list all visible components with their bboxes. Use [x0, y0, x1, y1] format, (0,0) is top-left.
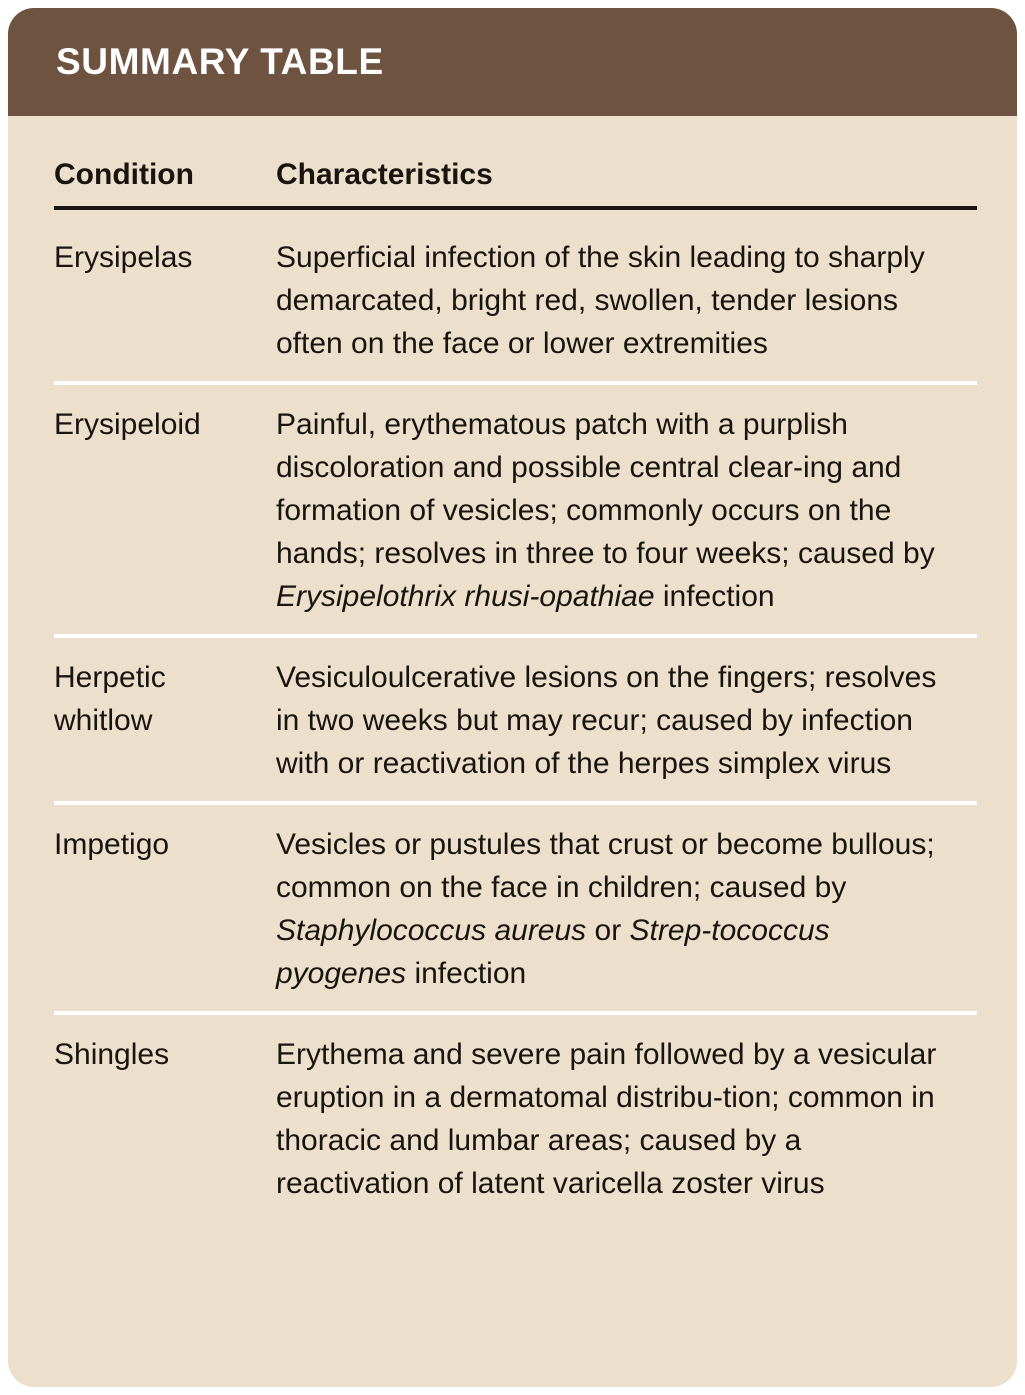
cell-characteristics: Vesicles or pustules that crust or become bullous; common on the face in children; caused by Staphylococcus aureus or Strep-tococcus pyogenes infection — [276, 828, 935, 990]
table-title: SUMMARY TABLE — [56, 41, 384, 82]
cell-condition: Erysipeloid — [54, 408, 201, 441]
cell-condition: Impetigo — [54, 828, 170, 861]
cell-condition: Erysipelas — [54, 241, 193, 274]
table-row — [54, 381, 977, 634]
cell-characteristics: Painful, erythematous patch with a purplish discoloration and possible central clear-ing and formation of vesicles; commonly occurs on the hands; resolves in three to four weeks; caused by Erysipelothrix rhusi-opathiae infection — [276, 408, 935, 613]
cell-characteristics: Erythema and severe pain followed by a vesicular eruption in a dermatomal distribu-tion; common in thoracic and lumbar areas; caused by a reactivation of latent varicella zoster virus — [276, 1038, 937, 1200]
table-column-headers — [54, 158, 977, 206]
column-header-characteristics: Characteristics — [276, 158, 493, 191]
cell-characteristics: Superficial infection of the skin leading to sharply demarcated, bright red, swollen, tender lesions often on the face or lower extremities — [276, 241, 925, 360]
cell-condition: Herpetic whitlow — [54, 661, 166, 737]
cell-characteristics: Vesiculoulcerative lesions on the fingers; resolves in two weeks but may recur; caused by infection with or reactivation of the herpes simplex virus — [276, 661, 937, 780]
table-row — [54, 801, 977, 1011]
table-body — [8, 116, 1017, 1221]
summary-table-card — [8, 8, 1017, 1387]
cell-condition: Shingles — [54, 1038, 170, 1071]
column-header-condition: Condition — [54, 158, 194, 191]
table-header-bar — [8, 8, 1017, 116]
table-row — [54, 1011, 977, 1221]
table-rows — [54, 216, 977, 1221]
table-row — [54, 216, 977, 381]
header-divider — [54, 206, 977, 210]
table-row — [54, 634, 977, 801]
